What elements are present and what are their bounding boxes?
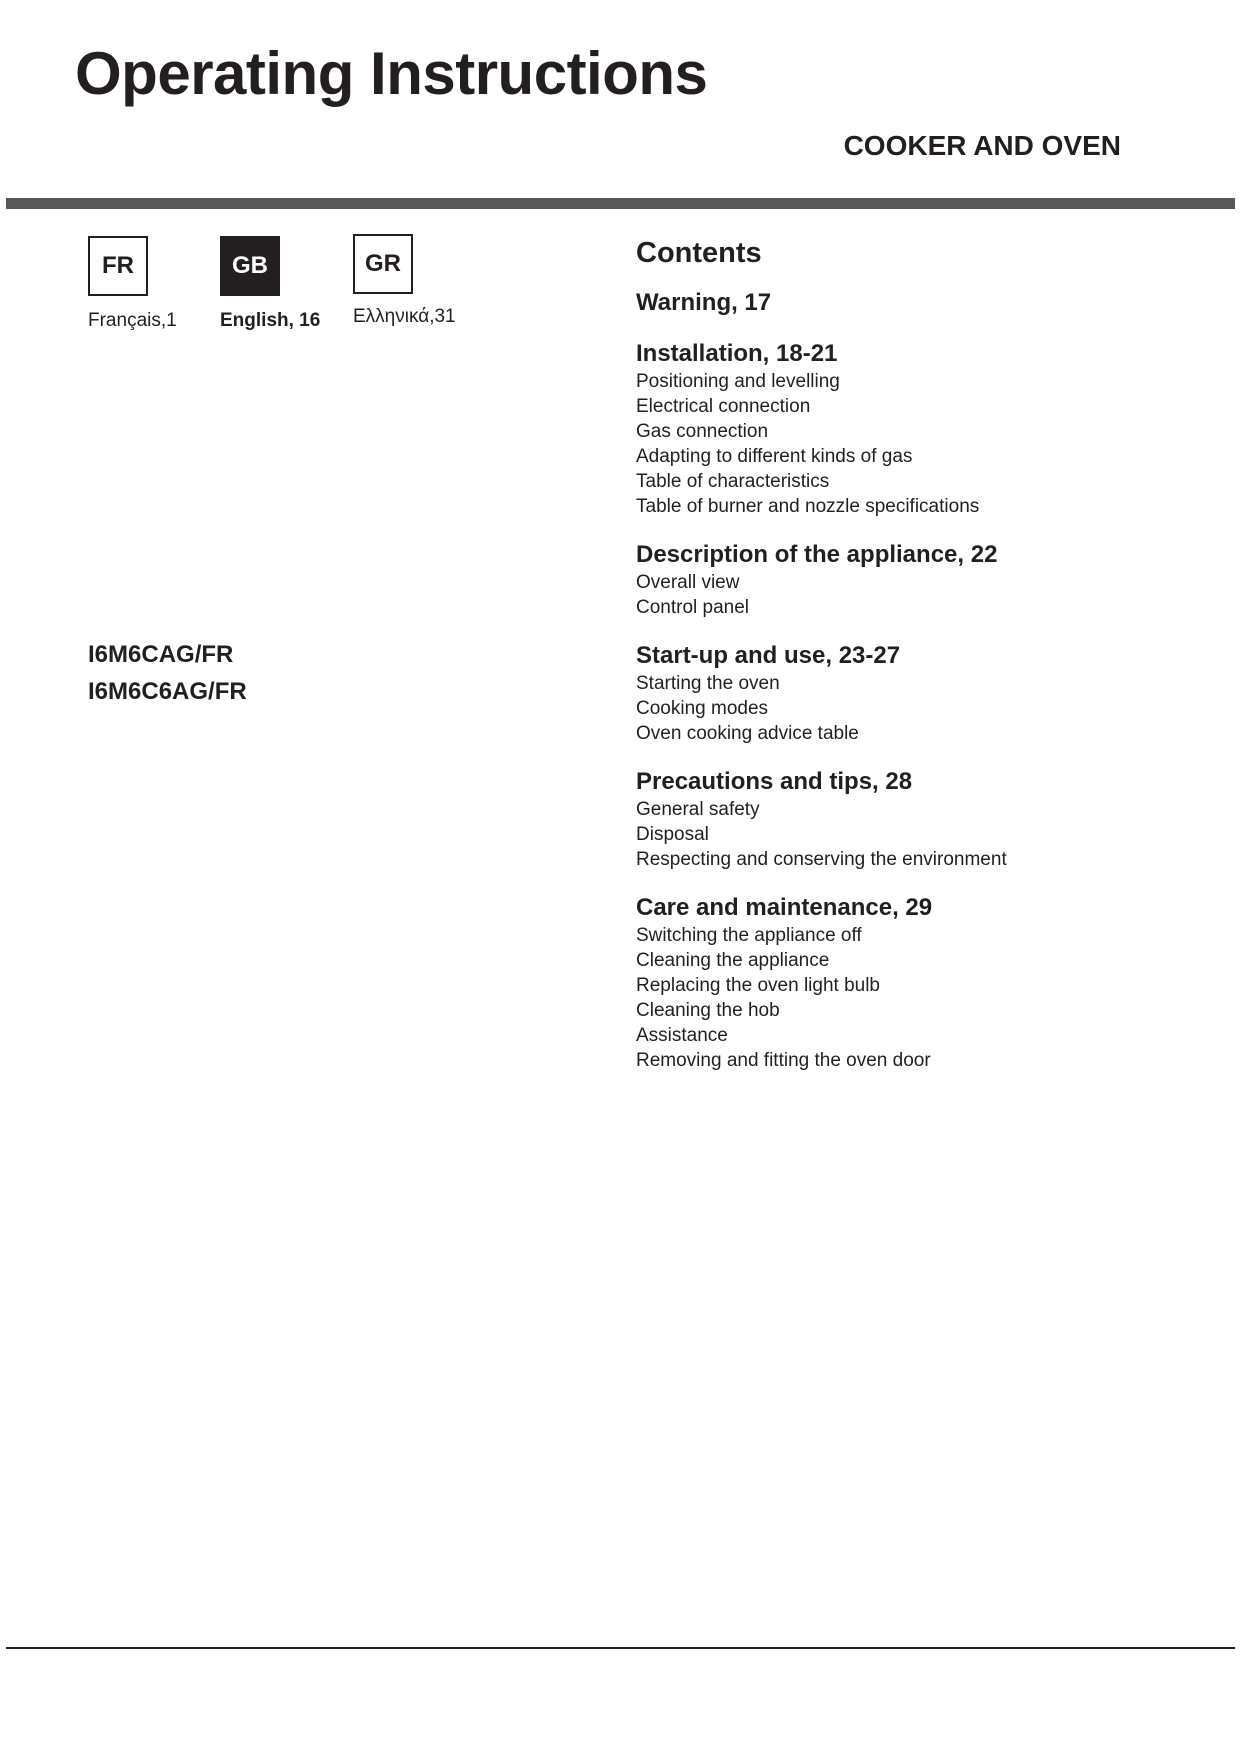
- toc-item: Oven cooking advice table: [636, 723, 859, 744]
- page-title: Operating Instructions: [75, 40, 708, 107]
- language-code-box-active: GB: [220, 236, 280, 296]
- header-divider: [6, 198, 1235, 209]
- toc-item: Assistance: [636, 1025, 728, 1046]
- toc-item: Electrical connection: [636, 396, 811, 417]
- language-code-box: FR: [88, 236, 148, 296]
- language-gr: [353, 234, 456, 327]
- toc-item: Disposal: [636, 824, 709, 845]
- toc-section-title: Care and maintenance, 29: [636, 894, 933, 921]
- toc-item: Positioning and levelling: [636, 371, 840, 392]
- toc-section-description: [636, 540, 1196, 620]
- toc-section-title: Installation, 18-21: [636, 340, 838, 367]
- language-label: Ελληνικά,31: [353, 306, 456, 327]
- language-label: English, 16: [220, 310, 321, 331]
- page-subtitle: COOKER AND OVEN: [843, 130, 1121, 161]
- toc-item: Switching the appliance off: [636, 925, 862, 946]
- footer-divider: [6, 1647, 1235, 1649]
- toc-section-title: Start-up and use, 23-27: [636, 642, 901, 669]
- toc-item: Table of burner and nozzle specifications: [636, 496, 980, 517]
- toc-item: Cleaning the appliance: [636, 950, 830, 971]
- toc-item: Gas connection: [636, 421, 769, 442]
- language-code-box: GR: [353, 234, 413, 294]
- toc-section-startup: [636, 641, 1196, 746]
- toc-section-title: Precautions and tips, 28: [636, 768, 913, 795]
- toc-item: Replacing the oven light bulb: [636, 975, 881, 996]
- toc-item: Cleaning the hob: [636, 1000, 780, 1021]
- toc-item: Adapting to different kinds of gas: [636, 446, 913, 467]
- toc-item: Removing and fitting the oven door: [636, 1050, 931, 1071]
- language-gb: [220, 236, 321, 331]
- toc-item: Respecting and conserving the environment: [636, 849, 1007, 870]
- contents-heading: Contents: [636, 237, 762, 269]
- model-number: I6M6CAG/FR: [88, 641, 234, 668]
- toc-section-title: Warning, 17: [636, 289, 772, 316]
- toc-section-title: Description of the appliance, 22: [636, 541, 998, 568]
- toc-section-care: [636, 893, 1196, 1073]
- toc-item: Control panel: [636, 597, 750, 618]
- language-label: Français,1: [88, 310, 177, 331]
- toc-item: Table of characteristics: [636, 471, 830, 492]
- table-of-contents: [636, 236, 1196, 1094]
- toc-item: General safety: [636, 799, 760, 820]
- toc-section-warning: [636, 288, 1196, 318]
- toc-item: Starting the oven: [636, 673, 780, 694]
- model-list: [88, 636, 247, 710]
- model-number: I6M6C6AG/FR: [88, 678, 247, 705]
- toc-section-installation: [636, 339, 1196, 519]
- toc-item: Cooking modes: [636, 698, 769, 719]
- toc-item: Overall view: [636, 572, 740, 593]
- toc-section-precautions: [636, 767, 1196, 872]
- language-fr: [88, 236, 177, 331]
